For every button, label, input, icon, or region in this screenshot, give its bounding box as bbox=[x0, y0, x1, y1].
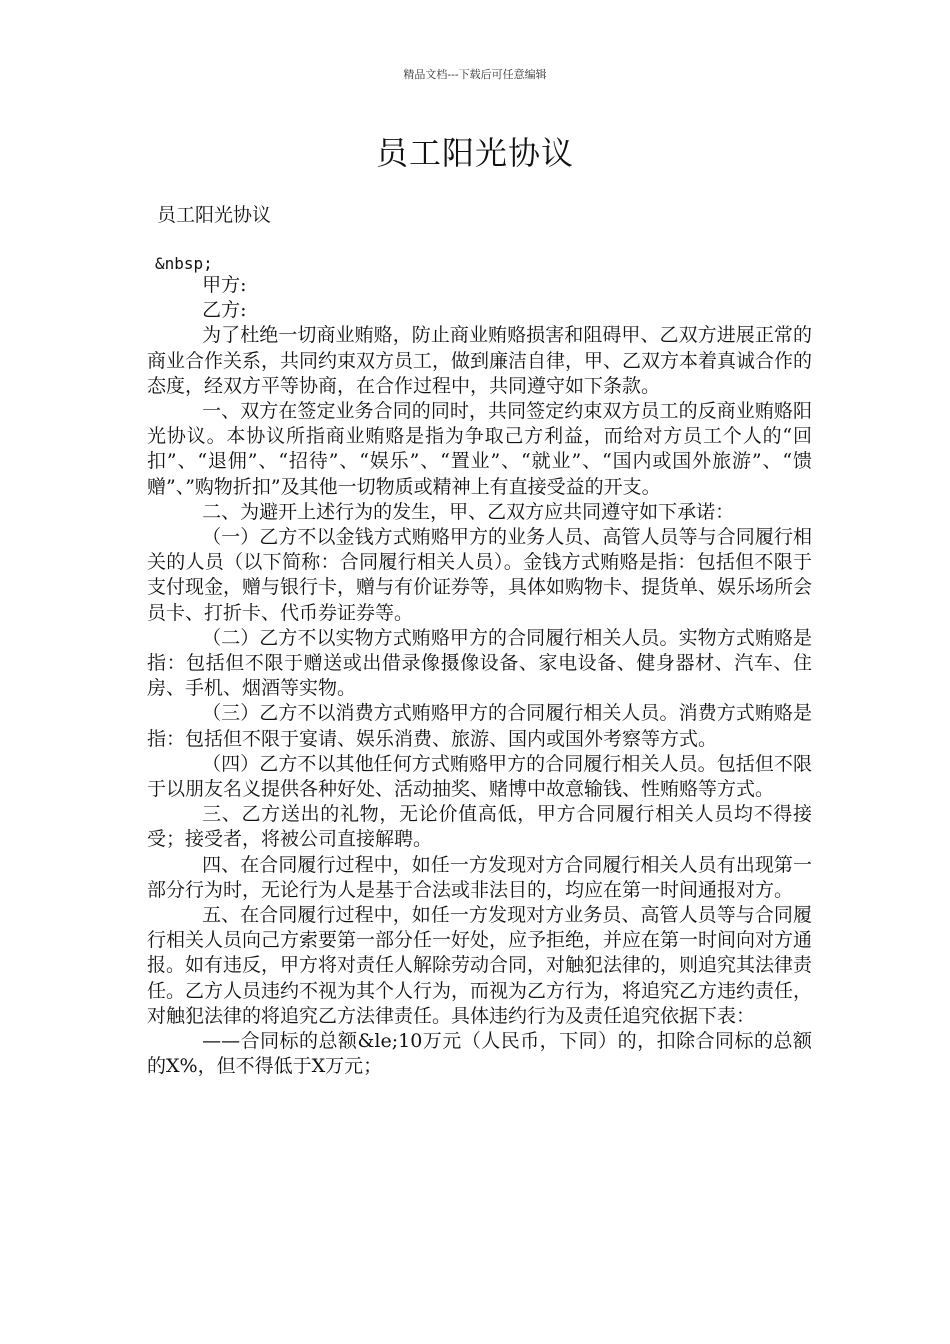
penalty-line-1: ——合同标的总额&le;10万元（人民币，下同）的，扣除合同标的总额的X%，但不得低于X万元； bbox=[147, 1030, 812, 1078]
clause-2-item-4: （四）乙方不以其他任何方式贿赂甲方的合同履行相关人员。包括但不限于以朋友名义提供各种好处、活动抽奖、赌博中故意输钱、性贿赂等方式。 bbox=[147, 752, 812, 801]
party-a-line: 甲方: bbox=[202, 274, 247, 296]
nbsp-artifact: &nbsp; bbox=[155, 254, 213, 273]
clause-2-item-1: （一）乙方不以金钱方式贿赂甲方的业务人员、高管人员等与合同履行相关的人员（以下简称：合同履行相关人员）。金钱方式贿赂是指：包括但不限于支付现金，赠与银行卡，赠与有价证券等，具体如购物卡、提货单、娱乐场所会员卡、打折卡、代币券证券等。 bbox=[147, 526, 813, 624]
clause-2-paragraph: 二、为避开上述行为的发生，甲、乙双方应共同遵守如下承诺： bbox=[202, 500, 735, 523]
header-note: 精品文档---下载后可任意编辑 bbox=[403, 68, 547, 81]
clause-2-item-2: （二）乙方不以实物方式贿赂甲方的合同履行相关人员。实物方式贿赂是指：包括但不限于赠送或出借录像摄像设备、家电设备、健身器材、汽车、住房、手机、烟酒等实物。 bbox=[147, 626, 812, 700]
clause-5-paragraph: 五、在合同履行过程中，如任一方发现对方业务员、高管人员等与合同履行相关人员向己方索要第一部分任一好处，应予拒绝，并应在第一时间向对方通报。如有违反，甲方将对责任人解除劳动合同，对触犯法律的，则追究其法律责任。乙方人员违约不视为其个人行为，而视为乙方行为，将追究乙方违约责任，对触犯法律的将追究乙方法律责任。具体违约行为及责任追究依据下表： bbox=[147, 904, 813, 1027]
preamble-paragraph: 为了杜绝一切商业贿赂，防止商业贿赂损害和阻碍甲、乙双方进展正常的商业合作关系，共同约束双方员工，做到廉洁自律，甲、乙双方本着真诚合作的态度，经双方平等协商，在合作过程中，共同遵守如下条款。 bbox=[147, 324, 813, 397]
clause-1-paragraph: 一、双方在签定业务合同的同时，共同签定约束双方员工的反商业贿赂阳光协议。本协议所指商业贿赂是指为争取己方利益，而给对方员工个人的“回扣”、“退佣”、“招待”、“娱乐”、“置业”、“就业”、“国内或国外旅游”、“馈赠”、”购物折扣”及其他一切物质或精神上有直接受益的开支。 bbox=[147, 400, 812, 498]
document-body bbox=[147, 273, 812, 1080]
clause-4-paragraph: 四、在合同履行过程中，如任一方发现对方合同履行相关人员有出现第一部分行为时，无论行为人是基于合法或非法目的，均应在第一时间通报对方。 bbox=[147, 853, 812, 901]
document-title: 员工阳光协议 bbox=[375, 134, 574, 172]
document-subtitle: 员工阳光协议 bbox=[157, 204, 272, 226]
clause-2-item-3: （三）乙方不以消费方式贿赂甲方的合同履行相关人员。消费方式贿赂是指：包括但不限于宴请、娱乐消费、旅游、国内或国外考察等方式。 bbox=[147, 702, 812, 750]
clause-3-paragraph: 三、乙方送出的礼物，无论价值高低，甲方合同履行相关人员均不得接受；接受者，将被公司直接解聘。 bbox=[147, 803, 812, 851]
party-b-line: 乙方: bbox=[202, 299, 247, 322]
